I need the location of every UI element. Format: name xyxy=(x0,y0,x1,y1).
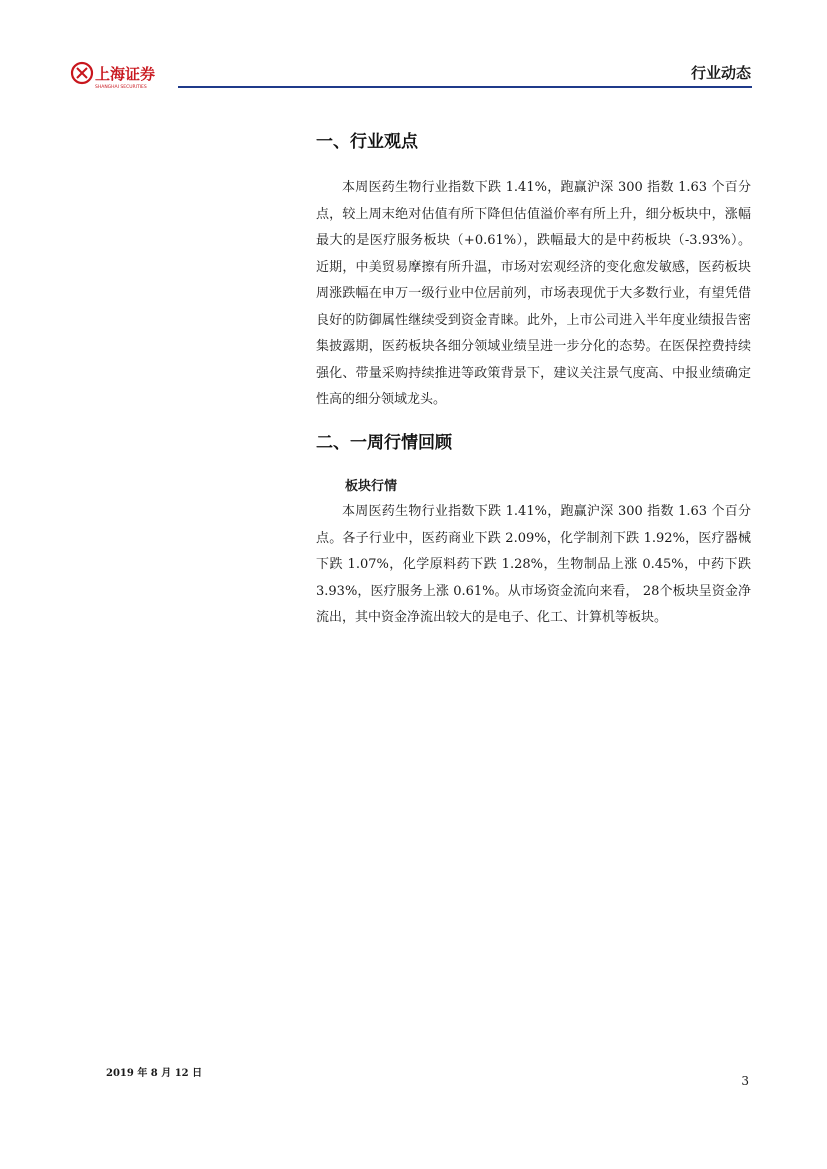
section-heading-weekly-review: 二、一周行情回顾 xyxy=(316,433,452,453)
page-number: 3 xyxy=(741,1074,749,1088)
header-rule xyxy=(178,86,752,88)
paragraph-industry-view: 本周医药生物行业指数下跌 1.41%，跑赢沪深 300 指数 1.63 个百分点，较上周末绝对估值有所下降但估值溢价率有所上升，细分板块中，涨幅最大的是医疗服务板块（+0.61%），跌幅最大的是中药板块（-3.93%）。近期，中美贸易摩擦有所升温，市场对宏观经济的变化愈发敏感，医药板块周涨跌幅在申万一级行业中位居前列，市场表现优于大多数行业，有望凭借良好的防御属性继续受到资金青睐。此外，上市公司进入半年度业绩报告密集披露期，医药板块各细分领域业绩呈进一步分化的态势。在医保控费持续强化、带量采购持续推进等政策背景下，建议关注景气度高、中报业绩确定性高的细分领域龙头。 xyxy=(316,180,751,407)
footer-date: 2019 年 8 月 12 日 xyxy=(106,1068,203,1079)
paragraph-sector-performance: 本周医药生物行业指数下跌 1.41%，跑赢沪深 300 指数 1.63 个百分点。各子行业中，医药商业下跌 2.09%，化学制剂下跌 1.92%，医疗器械下跌 1.07%，化学原料药下跌 1.28%，生物制品上涨 0.45%，中药下跌 3.93%，医疗服务上涨 0.61%。从市场资金流向来看， 28个板块呈资金净流出，其中资金净流出较大的是电子、化工、计算机等板块。 xyxy=(316,504,751,625)
logo-subtext: SHANGHAI SECURITIES xyxy=(95,85,147,90)
subheading-sector-performance: 板块行情 xyxy=(345,479,398,494)
logo-text: 上海证券 xyxy=(95,65,156,83)
document-type: 行业动态 xyxy=(690,64,751,82)
section-heading-industry-view: 一、行业观点 xyxy=(316,132,418,152)
company-logo xyxy=(70,60,170,90)
